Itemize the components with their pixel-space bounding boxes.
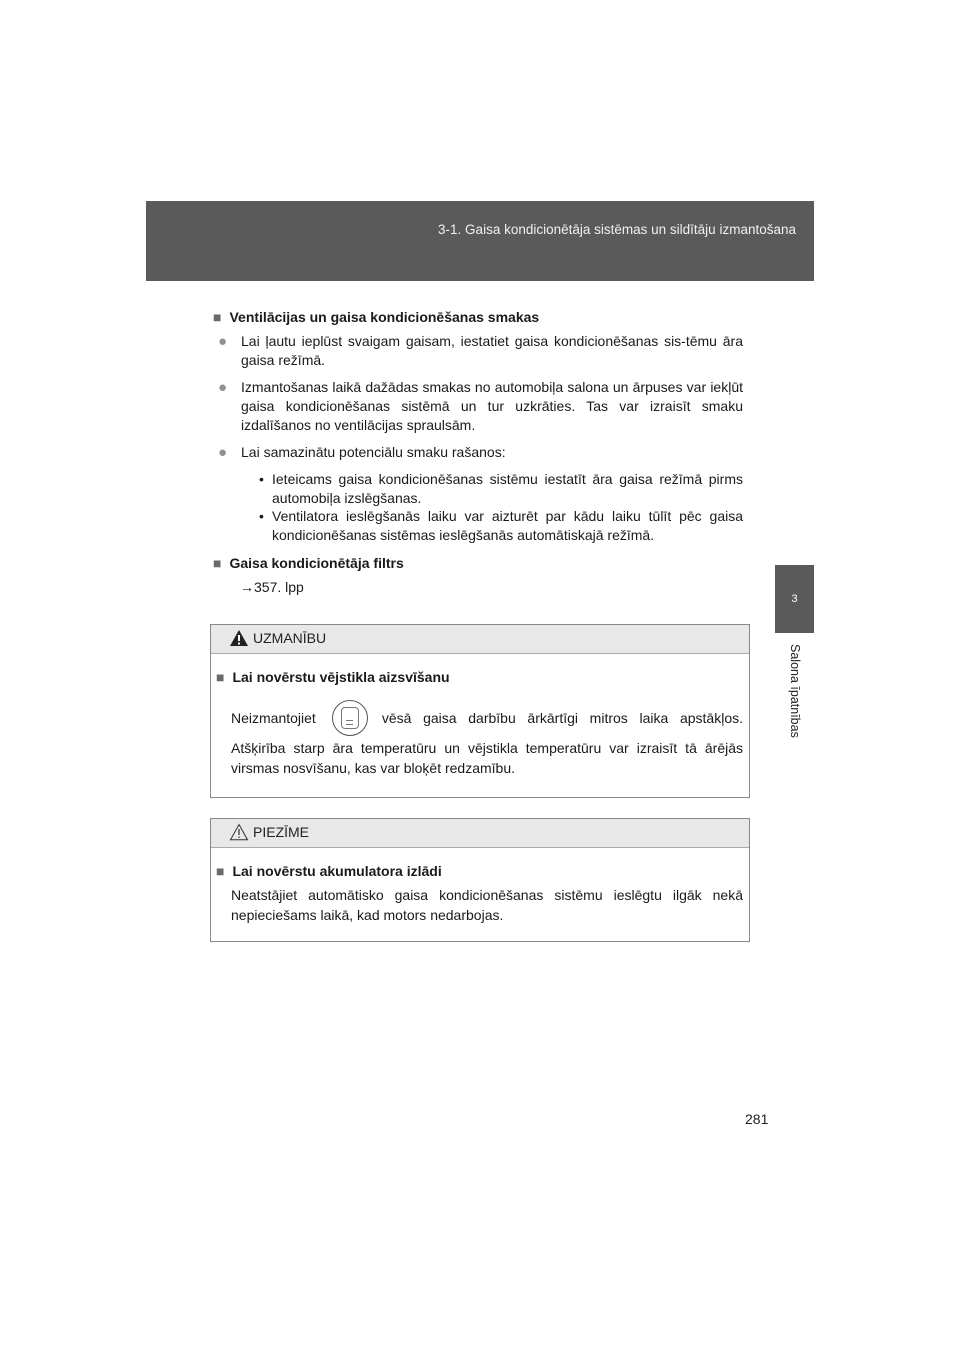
list-item xyxy=(218,378,743,435)
caution-text-part: Neizmantojiet xyxy=(231,710,316,726)
chapter-label xyxy=(775,644,814,794)
sub-list-item xyxy=(218,470,743,507)
small-bullet-icon: • xyxy=(259,508,264,524)
caution-heading-text: Lai novērstu vējstikla aizsvīšanu xyxy=(232,669,450,685)
note-box xyxy=(210,818,750,942)
list-item xyxy=(218,443,743,462)
circle-bullet-icon: ● xyxy=(218,333,228,350)
sub-list-item xyxy=(218,507,743,544)
list-item-text: Lai ļautu ieplūst svaigam gaisam, iestatiet gaisa kondicionēšanas sis-tēmu āra gaisa režīmā. xyxy=(241,333,743,368)
caution-header xyxy=(211,625,749,654)
square-bullet-icon: ■ xyxy=(216,669,225,685)
caution-box xyxy=(210,624,750,798)
note-header xyxy=(211,819,749,848)
sub-list-item-text: Ieteicams gaisa kondicionēšanas sistēmu iestatīt āra gaisa režīmā pirms automobiļa izslēgšanas. xyxy=(272,471,743,506)
main-content xyxy=(213,308,743,597)
sub-list-item-text: Ventilatora ieslēgšanās laiku var aizturēt par kādu laiku tūlīt pēc gaisa kondicionēšanas sistēmas ieslēgšanās automātiskajā režīmā. xyxy=(272,508,743,543)
page-reference-link[interactable]: →357. lpp xyxy=(240,579,304,595)
small-bullet-icon: • xyxy=(259,471,264,487)
square-bullet-icon: ■ xyxy=(213,309,222,325)
section-heading-filter xyxy=(213,554,743,573)
chapter-tab: 3 xyxy=(775,565,814,633)
list-item xyxy=(218,332,743,370)
square-bullet-icon: ■ xyxy=(216,863,225,879)
circle-bullet-icon: ● xyxy=(218,379,228,396)
note-heading-text: Lai novērstu akumulatora izlādi xyxy=(232,863,442,879)
caution-first-line xyxy=(231,700,743,736)
caution-text-part: vēsā gaisa darbību ārkārtīgi mitros laika apstākļos. xyxy=(381,710,743,726)
chapter-label-text: Salona īpatnības xyxy=(788,644,802,738)
note-body xyxy=(211,848,749,925)
header-band xyxy=(146,201,814,281)
section-heading-text: Gaisa kondicionētāja filtrs xyxy=(229,555,404,571)
square-bullet-icon: ■ xyxy=(213,555,222,571)
section-heading-text: Ventilācijas un gaisa kondicionēšanas smakas xyxy=(229,309,540,325)
notice-icon xyxy=(229,823,249,841)
circle-bullet-icon: ● xyxy=(218,444,228,461)
caution-heading xyxy=(216,667,743,687)
caution-text xyxy=(216,700,743,778)
page-number: 281 xyxy=(745,1111,769,1127)
list-item-text: Izmantošanas laikā dažādas smakas no automobiļa salona un ārpuses var iekļūt gaisa kondicionēšanas sistēmā un tur uzkrāties. Tas var izraisīt smaku izdalīšanos no ventilācijas spraulsām. xyxy=(241,379,743,433)
note-label: PIEZĪME xyxy=(253,824,310,840)
caution-text-rest: Atšķirība starp āra temperatūru un vējstikla temperatūru var izraisīt tā ārējās virsmas nosvīšanu, kas var bloķēt redzamību. xyxy=(231,740,743,776)
caution-label: UZMANĪBU xyxy=(253,630,327,646)
list-item-text: Lai samazinātu potenciālu smaku rašanos: xyxy=(241,444,506,460)
caution-body xyxy=(211,654,749,778)
warning-icon xyxy=(229,629,249,647)
section-title: 3-1. Gaisa kondicionētāja sistēmas un sildītāju izmantošana xyxy=(438,222,796,237)
ac-button-icon xyxy=(332,700,368,736)
note-heading xyxy=(216,861,743,881)
section-heading-odors xyxy=(213,308,743,327)
note-text: Neatstājiet automātisko gaisa kondicionēšanas sistēmu ieslēgtu ilgāk nekā nepieciešams laikā, kad motors nedarbojas. xyxy=(231,887,743,923)
